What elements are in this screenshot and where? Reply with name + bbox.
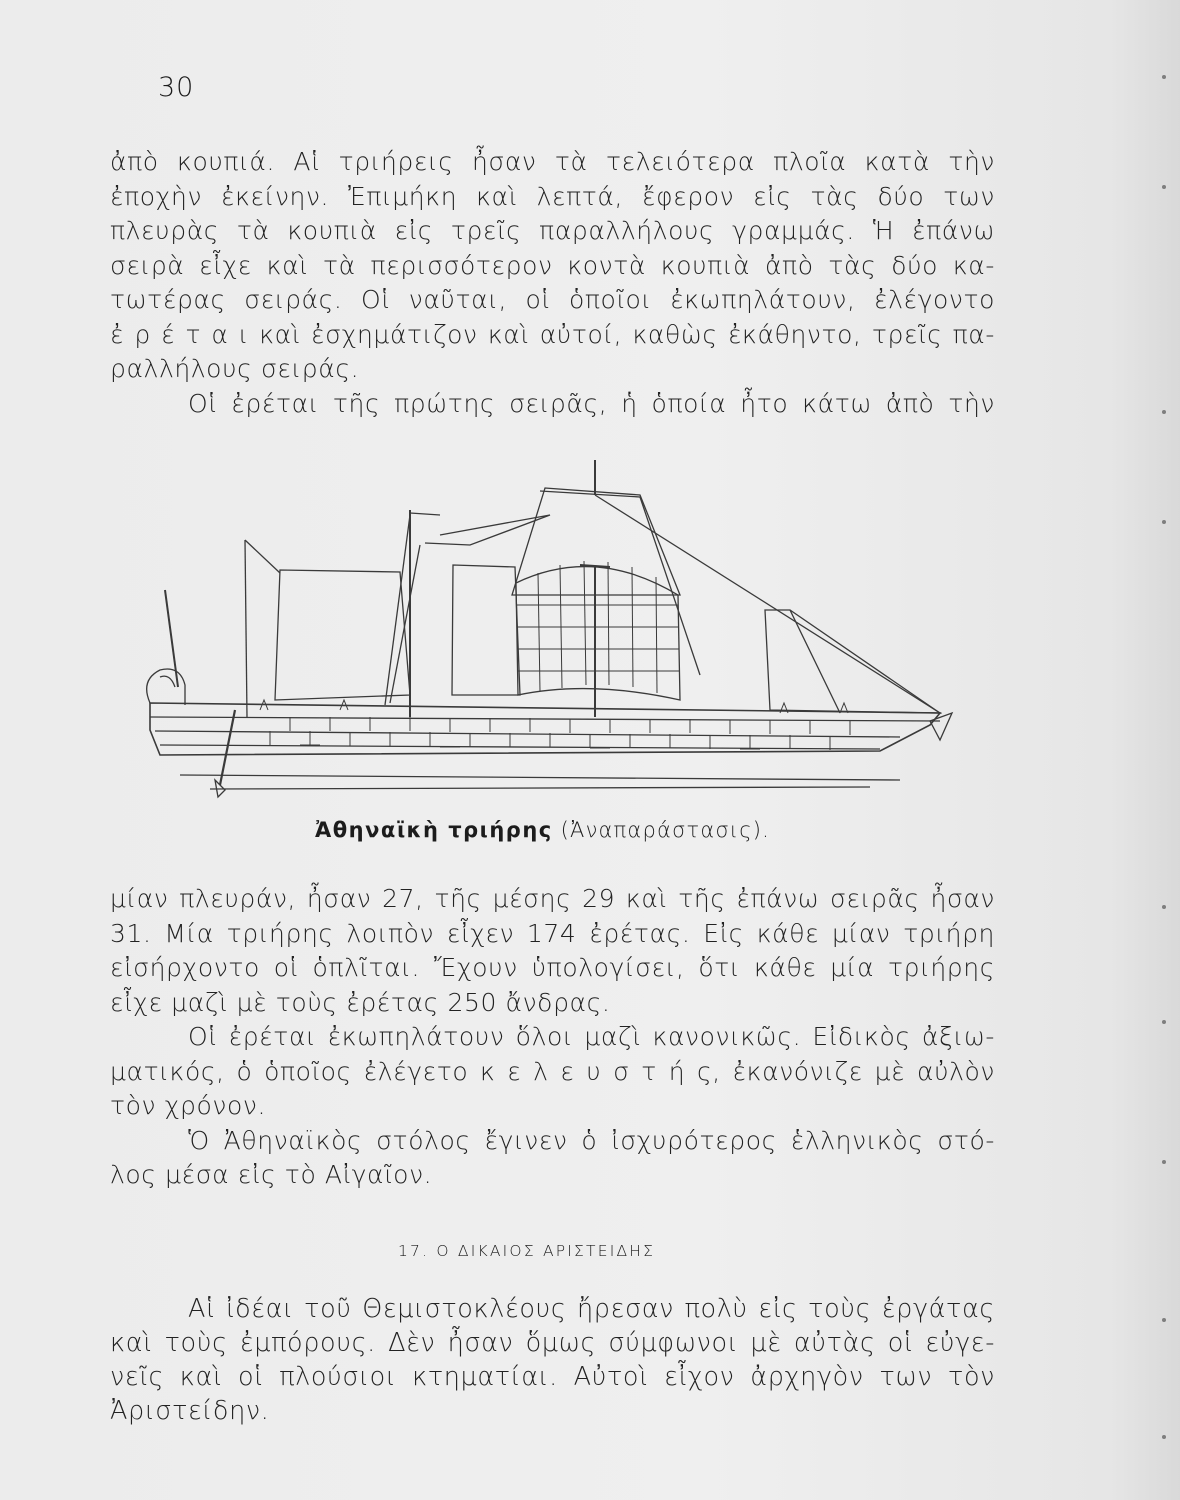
text-line: ἐ ρ έ τ α ι καὶ ἐσχημάτιζον καὶ αὐτοί, καθὼς ἐκάθηντο, τρεῖς πα- bbox=[110, 319, 995, 349]
text-line: Οἱ ἐρέται τῆς πρώτης σειρᾶς, ἡ ὁποία ἦτο κάτω ἀπὸ τὴν bbox=[188, 388, 995, 418]
text-line: νεῖς καὶ οἱ πλούσιοι κτηματίαι. Αὐτοὶ εἶχον ἀρχηγὸν των τὸν bbox=[110, 1362, 995, 1392]
text-line: ραλλήλους σειράς. bbox=[110, 354, 360, 383]
text-line: εἰσήρχοντο οἱ ὁπλῖται. Ἔχουν ὑπολογίσει, ὅτι κάθε μία τριήρης bbox=[110, 953, 995, 982]
page-edge-marks bbox=[1144, 0, 1174, 1500]
page-number: 30 bbox=[158, 72, 195, 103]
text-line: τωτέρας σειράς. Οἱ ναῦται, οἱ ὁποῖοι ἐκωπηλάτουν, ἐλέγοντο bbox=[110, 285, 995, 314]
section-heading: 17. Ο ΔΙΚΑΙΟΣ ΑΡΙΣΤΕΙΔΗΣ bbox=[398, 1242, 656, 1260]
paragraph-rowers bbox=[110, 882, 995, 1193]
paragraph-trireme-oars bbox=[110, 145, 995, 421]
text-line: σειρὰ εἶχε καὶ τὰ περισσότερον κοντὰ κουπιὰ ἀπὸ τὰς δύο κα- bbox=[110, 250, 995, 280]
text-line: μίαν πλευράν, ἦσαν 27, τῆς μέσης 29 καὶ τῆς ἐπάνω σειρᾶς ἦσαν bbox=[110, 884, 995, 913]
text-line: καὶ τοὺς ἐμπόρους. Δὲν ἦσαν ὅμως σύμφωνοι μὲ αὐτὰς οἱ εὐγε- bbox=[110, 1328, 995, 1358]
text-line: λος μέσα εἰς τὸ Αἰγαῖον. bbox=[110, 1160, 433, 1189]
paragraph-aristeides bbox=[110, 1292, 995, 1428]
trireme-illustration bbox=[140, 455, 960, 815]
text-line: 31. Μία τριήρης λοιπὸν εἶχεν 174 ἐρέτας. Εἰς κάθε μίαν τριήρη bbox=[110, 918, 995, 948]
text-line: ἐποχὴν ἐκείνην. Ἐπιμήκη καὶ λεπτά, ἔφερον εἰς τὰς δύο των bbox=[110, 181, 995, 211]
caption-title: Ἀθηναϊκὴ τριήρης bbox=[315, 818, 553, 842]
text-line: πλευρὰς τὰ κουπιὰ εἰς τρεῖς παραλλήλους γραμμάς. Ἡ ἐπάνω bbox=[110, 216, 995, 245]
text-line: ματικός, ὁ ὁποῖος ἐλέγετο κ ε λ ε υ σ τ ή ς, ἐκανόνιζε μὲ αὐλὸν bbox=[110, 1056, 995, 1086]
text-line: εἶχε μαζὶ μὲ τοὺς ἐρέτας 250 ἄνδρας. bbox=[110, 987, 611, 1017]
text-line: Οἱ ἐρέται ἐκωπηλάτουν ὅλοι μαζὶ κανονικῶς. Εἰδικὸς ἀξιω- bbox=[188, 1022, 995, 1051]
text-line: Ὁ Ἀθηναϊκὸς στόλος ἔγινεν ὁ ἰσχυρότερος ἑλληνικὸς στό- bbox=[188, 1125, 995, 1155]
text-line: Αἱ ἰδέαι τοῦ Θεμιστοκλέους ἤρεσαν πολὺ εἰς τοὺς ἐργάτας bbox=[188, 1294, 995, 1324]
text-line: τὸν χρόνον. bbox=[110, 1091, 266, 1120]
caption-note: (Ἀναπαράστασις). bbox=[560, 818, 771, 842]
text-line: Ἀριστείδην. bbox=[110, 1396, 270, 1426]
figure-caption bbox=[315, 818, 770, 842]
text-line: ἀπὸ κουπιά. Αἱ τριήρεις ἦσαν τὰ τελειότερα πλοῖα κατὰ τὴν bbox=[110, 147, 995, 176]
